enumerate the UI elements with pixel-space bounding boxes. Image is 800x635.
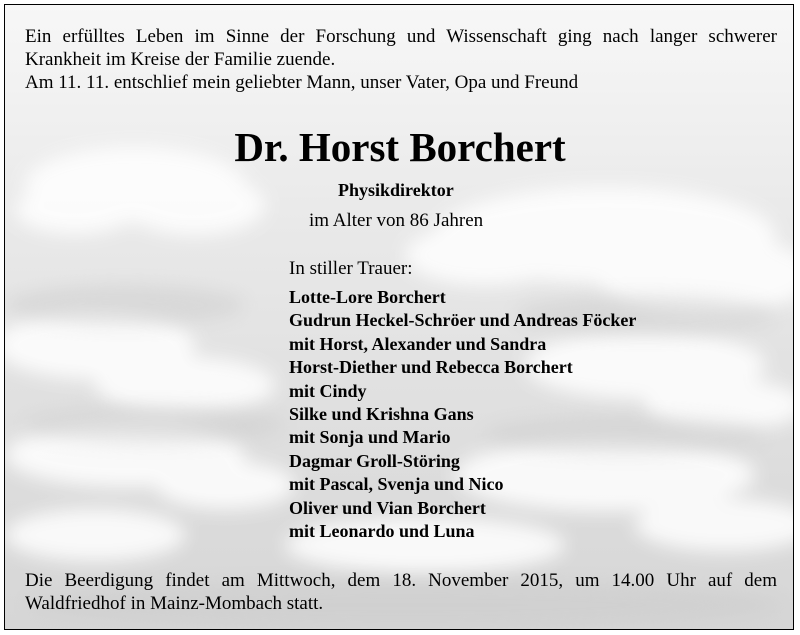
mourner-name: mit Cindy <box>289 380 367 401</box>
mourner-name: mit Sonja und Mario <box>289 427 451 448</box>
obituary-notice <box>4 4 794 630</box>
mourner-name: Oliver und Vian Borchert <box>289 497 486 518</box>
mourner-name: mit Pascal, Svenja und Nico <box>289 474 504 495</box>
mourner-name: Gudrun Heckel-Schröer und Andreas Föcker <box>289 310 637 331</box>
mourner-name: Silke und Krishna Gans <box>289 404 474 425</box>
intro-line: Am 11. 11. entschlief mein geliebter Mann, unser Vater, Opa und Freund <box>25 72 579 93</box>
funeral-announcement: Die Beerdigung findet am Mittwoch, dem 18. November 2015, um 14.00 Uhr auf dem Waldfriedhof in Mainz-Mombach statt. <box>25 570 777 614</box>
deceased-age: im Alter von 86 Jahren <box>309 210 484 231</box>
mourner-name: mit Leonardo und Luna <box>289 521 475 542</box>
intro-text <box>25 25 777 94</box>
intro-paragraph: Ein erfülltes Leben im Sinne der Forschung und Wissenschaft ging nach langer schwerer Krankheit im Kreise der Familie zuende. <box>25 26 777 70</box>
mourning-heading: In stiller Trauer: <box>289 258 413 279</box>
mourner-name: Dagmar Groll-Störing <box>289 450 460 471</box>
deceased-profession: Physikdirektor <box>338 180 454 200</box>
deceased-name: Dr. Horst Borchert <box>234 124 566 170</box>
mourners-list <box>289 286 636 543</box>
mourner-name: Horst-Diether und Rebecca Borchert <box>289 357 573 378</box>
mourner-name: mit Horst, Alexander und Sandra <box>289 333 547 354</box>
mourner-name: Lotte-Lore Borchert <box>289 287 446 307</box>
